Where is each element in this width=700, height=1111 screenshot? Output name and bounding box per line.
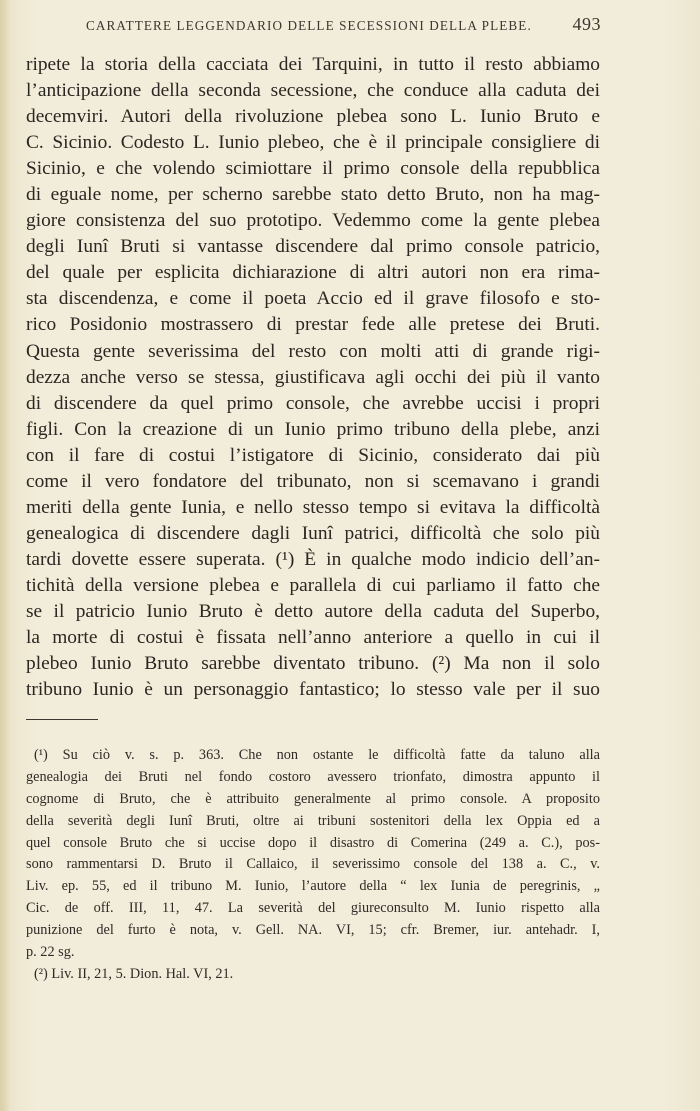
- footnote-line: (²) Liv. II, 21, 5. Dion. Hal. VI, 21.: [34, 965, 234, 982]
- footnote-line: quel console Bruto che si uccise dopo il disastro di Comerina (249 a. C.), pos-: [26, 834, 600, 851]
- footnote-line: cognome di Bruto, che è attribuito generalmente al primo console. A proposito: [26, 790, 600, 807]
- running-header: [68, 14, 601, 38]
- text-line: Sicinio, e che volendo scimiottare il primo console della repubblica: [26, 158, 600, 180]
- text-line: se il patricio Iunio Bruto è detto autore della caduta del Superbo,: [26, 600, 600, 622]
- text-line: figli. Con la creazione di un Iunio primo tribuno della plebe, anzi: [26, 418, 600, 440]
- text-line: come il vero fondatore del tribunato, non si scemavano i grandi: [26, 470, 600, 492]
- text-line: plebeo Iunio Bruto sarebbe diventato tribuno. (²) Ma non il solo: [26, 653, 600, 675]
- text-line: giore consistenza del suo prototipo. Vedemmo come la gente plebea: [26, 210, 600, 232]
- footnote-line: p. 22 sg.: [26, 944, 75, 961]
- main-text: [26, 52, 600, 703]
- text-line: C. Sicinio. Codesto L. Iunio plebeo, che è il principale consigliere di: [26, 132, 600, 154]
- text-line: degli Iunî Bruti si vantasse discendere dal primo console patricio,: [26, 236, 600, 258]
- text-line: genealogica di discendere dagli Iunî patrici, difficoltà che solo più: [26, 522, 600, 544]
- footnote-line: genealogia dei Bruti nel fondo costoro avessero trionfato, dimostra appunto il: [26, 768, 600, 785]
- footnote-line: Liv. ep. 55, ed il tribuno M. Iunio, l’autore della “ lex Iunia de peregrinis, „: [26, 878, 600, 895]
- text-line: tribuno Iunio è un personaggio fantastico; lo stesso vale per il suo: [26, 679, 600, 701]
- text-line: con il fare di costui l’istigatore di Sicinio, considerato dai più: [26, 444, 600, 466]
- footnote-line: punizione del furto è nota, v. Gell. NA. VI, 15; cfr. Bremer, iur. antehadr. I,: [26, 922, 600, 939]
- page-gutter-shadow: [0, 0, 10, 1111]
- footnote-separator: [26, 719, 98, 720]
- footnote-line: Cic. de off. III, 11, 47. La severità del giureconsulto M. Iunio rispetto alla: [26, 900, 600, 917]
- text-line: del quale per esplicita dichiarazione di altri autori non era rima-: [26, 262, 600, 284]
- text-line: l’anticipazione della seconda secessione, che conduce alla caduta dei: [26, 80, 600, 102]
- text-line: ripete la storia della cacciata dei Tarquini, in tutto il resto abbiamo: [26, 54, 600, 75]
- footnotes: [26, 745, 600, 986]
- text-line: di eguale nome, per scherno sarebbe stato detto Bruto, non ha mag-: [26, 184, 600, 206]
- text-line: decemviri. Autori della rivoluzione plebea sono L. Iunio Bruto e: [26, 106, 600, 128]
- text-line: tardi dovette essere superata. (¹) È in qualche modo indicio dell’an-: [26, 548, 600, 570]
- text-line: la morte di costui è fissata nell’anno anteriore a quello in cui il: [26, 627, 600, 649]
- footnote-line: sono rammentarsi D. Bruto il Callaico, il severissimo console del 138 a. C., v.: [26, 856, 600, 873]
- text-line: meriti della gente Iunia, e nello stesso tempo si evitava la difficoltà: [26, 496, 600, 518]
- page-number: 493: [572, 14, 601, 34]
- running-title: CARATTERE LEGGENDARIO DELLE SECESSIONI DELLA PLEBE.: [86, 18, 532, 33]
- text-line: dezza anche verso se stessa, giustificava agli occhi dei più il vanto: [26, 366, 600, 388]
- text-line: di discendere da quel primo console, che avrebbe uccisi i propri: [26, 392, 600, 414]
- text-line: sta discendenza, e come il poeta Accio ed il grave filosofo e sto-: [26, 288, 600, 310]
- footnote-line: della severità degli Iunî Bruti, oltre ai tribuni sostenitori della lex Oppia ed a: [26, 812, 600, 829]
- text-line: tichità della versione plebea e parallela di cui parliamo il fatto che: [26, 574, 600, 596]
- text-line: Questa gente severissima del resto con molti atti di grande rigi-: [26, 340, 600, 362]
- footnote-line: (¹) Su ciò v. s. p. 363. Che non ostante le difficoltà fatte da taluno alla: [34, 747, 600, 763]
- text-line: rico Posidonio mostrassero di prestar fede alle pretese dei Bruti.: [26, 314, 600, 336]
